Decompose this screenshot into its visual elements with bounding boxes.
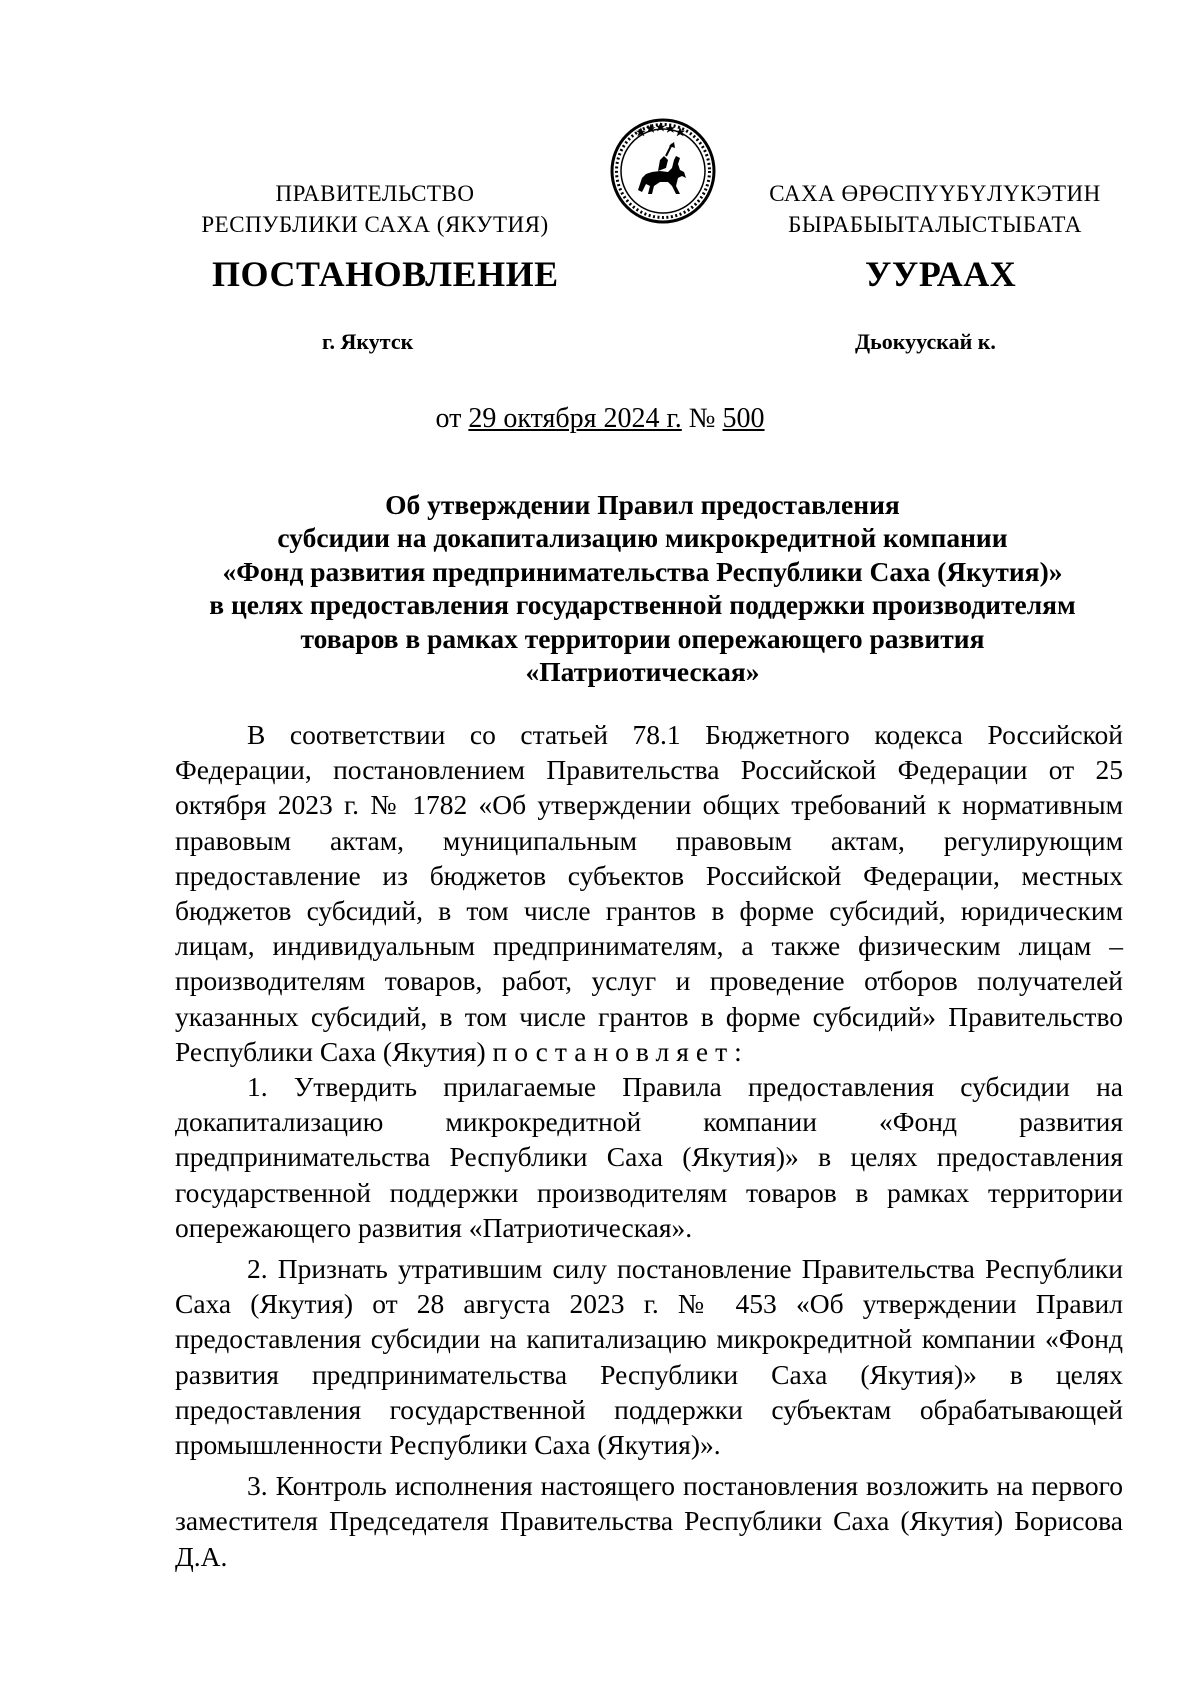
title-line: «Фонд развития предпринимательства Республики Саха (Якутия)»	[222, 555, 1063, 587]
doc-type-ru: ПОСТАНОВЛЕНИЕ	[212, 254, 559, 294]
decree-date: 29 октября 2024 г.	[468, 403, 682, 434]
header-right-line2: БЫРАБЫЫТАЛЫСТЫБАТА	[788, 212, 1082, 237]
title-line: товаров в рамках территории опережающего развития	[300, 622, 985, 654]
item-3: 3. Контроль исполнения настоящего постановления возложить на первого заместителя Председателя Правительства Республики Саха (Якутия) Борисова Д.А.	[175, 1470, 1123, 1572]
coat-of-arms-icon	[608, 116, 718, 226]
title-line: в целях предоставления государственной поддержки производителям	[209, 589, 1076, 621]
preamble-text: В соответствии со статьей 78.1 Бюджетного кодекса Российской Федерации, постановлением Правительства Российской Федерации от 25 октября 2023 г. № 1782 «Об утверждении общих требований к нормативным правовым актам, муниципальным правовым актам, регулирующим предоставление из бюджетов субъектов Российской Федерации, местных бюджетов субсидий, в том числе грантов в форме субсидий, юридическим лицам, индивидуальным предпринимателям, а также физическим лицам – производителям товаров, работ, услуг и проведение отборов получателей указанных субсидий, в том числе грантов в форме субсидий» Правительство Республики Саха (Якутия)	[175, 719, 1123, 1067]
header-left-line1: ПРАВИТЕЛЬСТВО	[275, 181, 475, 206]
number-sign: №	[688, 403, 716, 434]
header-left-line2: РЕСПУБЛИКИ САХА (ЯКУТИЯ)	[201, 212, 549, 237]
title-line: «Патриотическая»	[525, 656, 760, 688]
decree-word: постановляет:	[492, 1035, 749, 1067]
title-line: субсидии на докапитализацию микрокредитной компании	[277, 522, 1008, 554]
doc-type-sakha: УУРААХ	[865, 254, 1017, 294]
item-1: 1. Утвердить прилагаемые Правила предоставления субсидии на докапитализацию микрокредитной компании «Фонд развития предпринимательства Республики Саха (Якутия)» в целях предоставления государственной поддержки производителям товаров в рамках территории опережающего развития «Патриотическая».	[175, 1071, 1123, 1243]
header-left	[165, 178, 585, 240]
header-right-line1: САХА ӨРӨСПҮҮБҮЛҮКЭТИН	[769, 181, 1101, 206]
header-right	[725, 178, 1145, 240]
document-body	[175, 717, 1123, 1574]
preamble-paragraph	[175, 717, 1123, 1069]
item-2: 2. Признать утратившим силу постановление Правительства Республики Саха (Якутия) от 28 августа 2023 г. № 453 «Об утверждении Правил предоставления субсидии на капитализацию микрокредитной компании «Фонд развития предпринимательства Республики Саха (Якутия)» в целях предоставления государственной поддержки субъектам обрабатывающей промышленности Республики Саха (Якутия)».	[175, 1253, 1123, 1461]
date-prefix: от	[435, 403, 462, 434]
date-line	[0, 402, 1200, 436]
title-line: Об утверждении Правил предоставления	[385, 489, 900, 520]
place-ru: г. Якутск	[322, 329, 414, 354]
place-sakha: Дьокуускай к.	[855, 329, 996, 354]
document-title	[160, 488, 1125, 688]
decree-number: 500	[722, 403, 765, 434]
